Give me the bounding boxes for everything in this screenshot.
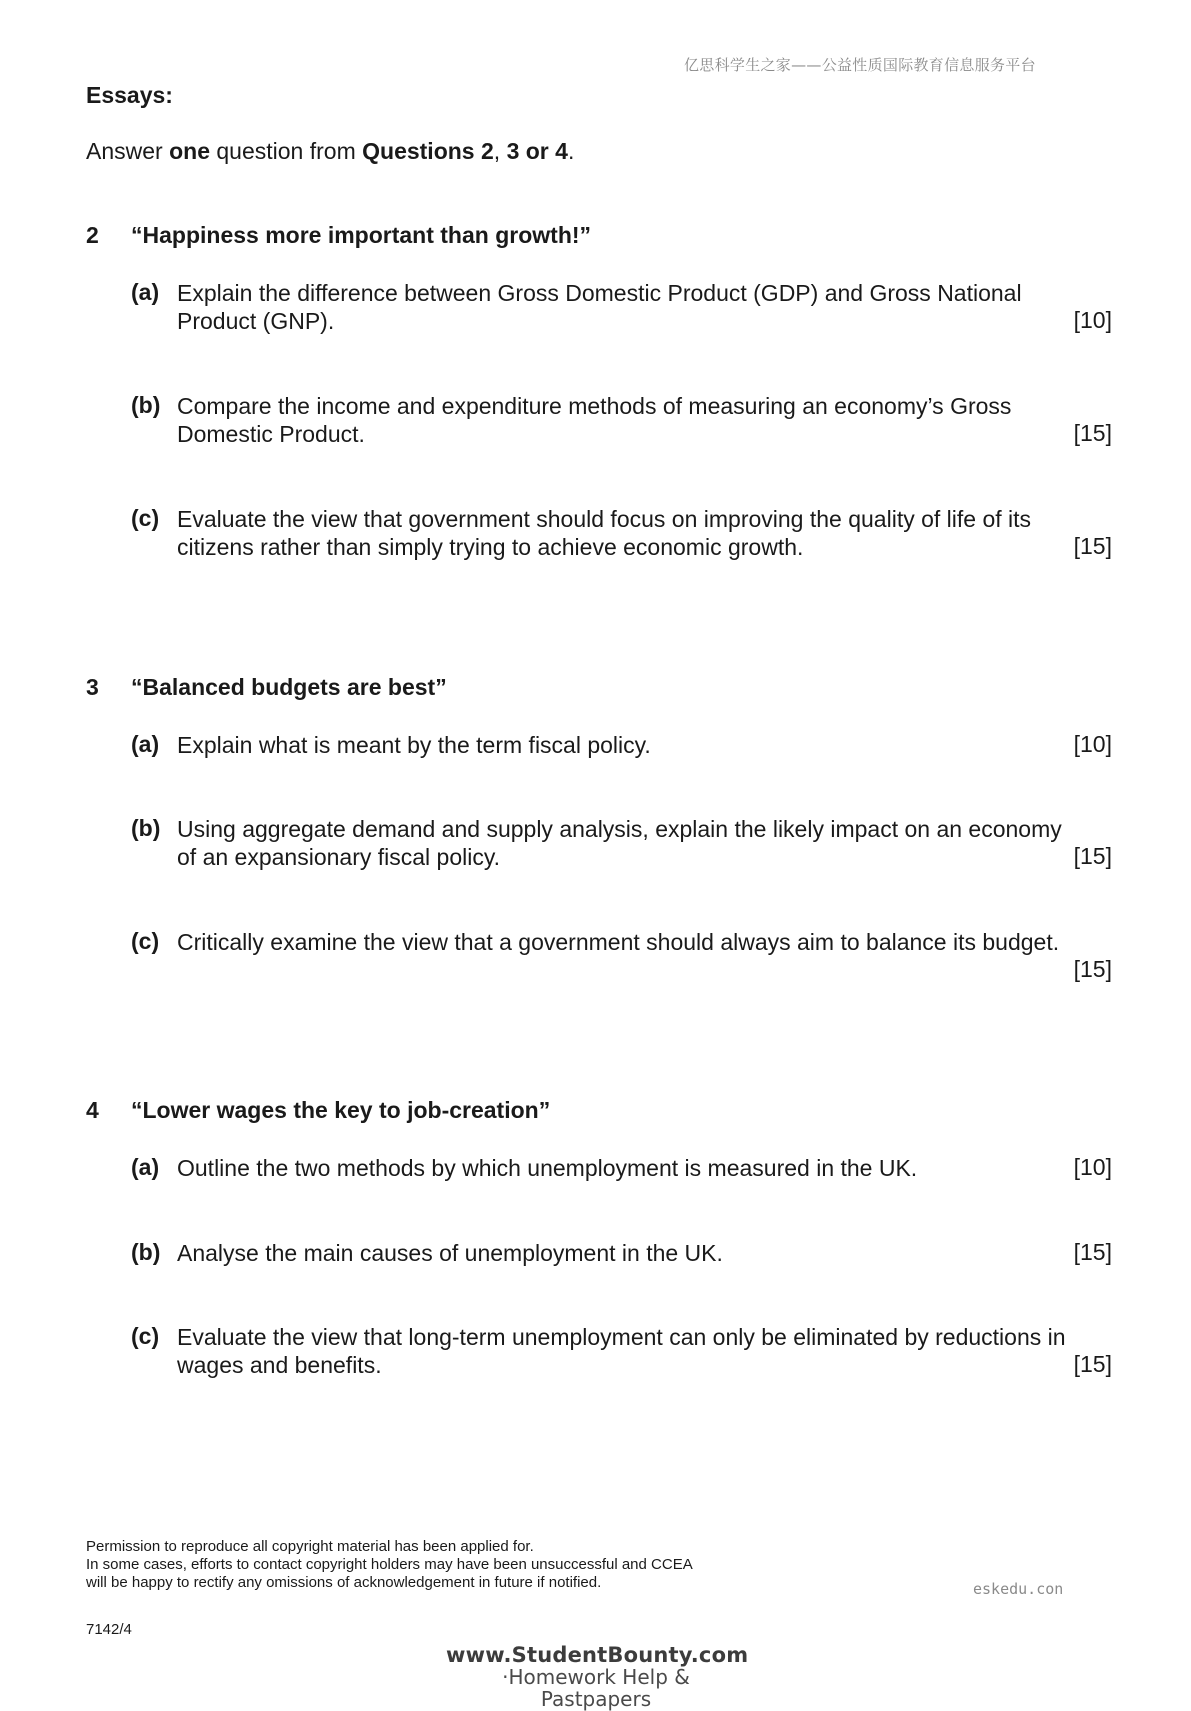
part-mark: [10] [1073,307,1112,333]
studentbounty-logo [446,1643,749,1711]
part-mark: [15] [1073,1239,1112,1265]
part-mark: [15] [1073,420,1112,446]
part-mark: [10] [1073,731,1112,757]
part-text: Explain the difference between Gross Domestic Product (GDP) and Gross National Product (GNP). [177,280,1022,334]
part-letter: (b) [131,815,161,841]
instruction-mid: question from [209,138,363,164]
part-text: Evaluate the view that long-term unemployment can only be eliminated by reductions in wages and benefits. [177,1324,1066,1378]
bottom-watermark: eskedu.con [973,1580,1064,1598]
part-mark: [15] [1073,1351,1112,1377]
instruction-comma: , [493,138,507,164]
part-mark: [15] [1073,956,1112,982]
section-heading: Essays: [86,82,173,108]
question-number: 2 [86,222,99,248]
part-mark: [15] [1073,843,1112,869]
part-letter: (a) [131,731,160,757]
top-watermark: 亿思科学生之家——公益性质国际教育信息服务平台 [684,56,1036,74]
question-title: “Balanced budgets are best” [131,674,447,700]
part-text: Outline the two methods by which unemployment is measured in the UK. [177,1155,918,1181]
part-text: Critically examine the view that a government should always aim to balance its budget. [177,929,1060,955]
part-mark: [10] [1073,1154,1112,1180]
instruction-questions: Questions 2 [362,138,494,164]
part-text: Analyse the main causes of unemployment in the UK. [177,1240,723,1266]
part-text: Evaluate the view that government should focus on improving the quality of life of its citizens rather than simply trying to achieve economic growth. [177,506,1032,560]
instruction-text [86,138,574,165]
instruction-rest: 3 or 4 [506,138,568,164]
question-title: “Happiness more important than growth!” [131,222,592,248]
logo-line-1: www.StudentBounty.com [446,1643,749,1667]
instruction-one: one [169,138,210,164]
question-number: 3 [86,674,99,700]
instruction-pre: Answer [86,138,170,164]
part-text: Using aggregate demand and supply analysis, explain the likely impact on an economy of an expansionary fiscal policy. [177,816,1062,870]
instruction-end: . [567,138,575,164]
part-text: Compare the income and expenditure methods of measuring an economy’s Gross Domestic Product. [177,393,1012,447]
part-letter: (c) [131,505,160,531]
footer-line: will be happy to rectify any omissions of acknowledgement in future if notified. [86,1574,602,1591]
paper-code: 7142/4 [86,1621,132,1638]
logo-line-2: ·Homework Help & Pastpapers [502,1665,690,1711]
footer-line: Permission to reproduce all copyright material has been applied for. [86,1538,534,1555]
question-title: “Lower wages the key to job-creation” [131,1097,551,1123]
part-letter: (c) [131,1323,160,1349]
part-text: Explain what is meant by the term fiscal policy. [177,732,651,758]
question-number: 4 [86,1097,99,1123]
part-letter: (b) [131,1239,161,1265]
part-letter: (b) [131,392,161,418]
part-letter: (c) [131,928,160,954]
footer-line: In some cases, efforts to contact copyright holders may have been unsuccessful and CCEA [86,1556,693,1573]
copyright-footer [86,1538,693,1592]
part-letter: (a) [131,279,160,305]
part-letter: (a) [131,1154,160,1180]
part-mark: [15] [1073,533,1112,559]
